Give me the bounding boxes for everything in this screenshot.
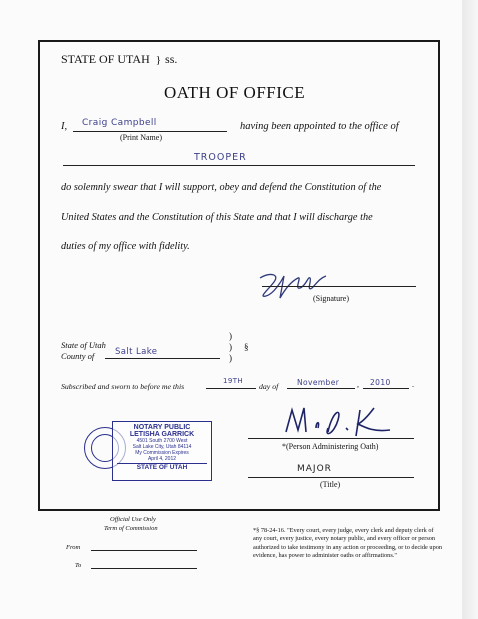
county-handwritten: Salt Lake [115, 347, 158, 357]
administrator-signature [282, 402, 394, 442]
appointment-prefix: I, [61, 121, 68, 132]
month-handwritten: November [297, 378, 340, 387]
venue-state: State of Utah [61, 340, 106, 350]
county-line [105, 358, 220, 359]
day-handwritten: 19TH [223, 377, 244, 385]
venue-county-label: County of [61, 351, 95, 361]
title-handwritten: MAJOR [297, 464, 332, 474]
stamp-line-2: LETISHA GARRICK [129, 431, 195, 438]
venue-brace-2: ) [229, 342, 232, 352]
stamp-line-7: STATE OF UTAH [117, 463, 207, 471]
official-use-heading: Official Use Only [110, 516, 156, 523]
oath-line-1: do solemnly swear that I will support, obey and defend the Constitution of the [61, 182, 382, 193]
oath-line-2: United States and the Constitution of this State and that I will discharge the [61, 212, 373, 223]
document-title: OATH OF OFFICE [164, 83, 306, 102]
administrator-caption: *(Person Administering Oath) [282, 442, 379, 451]
year-comma: , [357, 380, 359, 389]
name-caption: (Print Name) [120, 133, 162, 142]
notary-stamp [84, 421, 210, 481]
appointment-suffix: having been appointed to the office of [240, 121, 399, 132]
year-line [363, 388, 409, 389]
month-line [287, 388, 355, 389]
stamp-line-3: 4501 South 2700 West [136, 438, 188, 444]
to-line [91, 568, 197, 569]
oath-line-3: duties of my office with fidelity. [61, 241, 190, 252]
term-heading: Term of Commission [104, 525, 158, 532]
office-handwritten: TROOPER [194, 152, 247, 163]
section-mark: § [244, 342, 249, 352]
name-handwritten: Craig Campbell [82, 118, 157, 128]
day-line [206, 388, 256, 389]
title-line [248, 477, 414, 478]
statute-footnote: *§ 78-24-16. "Every court, every judge, every clerk and deputy clerk of any court, every justice, every notary public, and every officer or person authorized to take testimony in any action or proceeding, or to decide upon evidence, has power to administer oaths or affirmations." [253, 527, 443, 559]
state-heading [61, 52, 177, 67]
page-edge [462, 0, 478, 619]
name-line [73, 131, 227, 132]
from-line [91, 550, 197, 551]
from-label: From [66, 544, 81, 551]
stamp-line-1: NOTARY PUBLIC [133, 424, 191, 431]
period: . [412, 380, 414, 389]
signature-caption: (Signature) [313, 294, 349, 303]
signature-line [262, 286, 416, 287]
stamp-line-6: April 4, 2012 [147, 456, 177, 462]
day-of-label: day of [259, 382, 279, 391]
notary-stamp-box [112, 421, 212, 481]
subscribed-text: Subscribed and sworn to before me this [61, 382, 185, 391]
brace: } [155, 54, 162, 66]
venue-brace-1: ) [229, 331, 232, 341]
stamp-line-5: My Commission Expires [135, 450, 189, 456]
administrator-line [248, 438, 414, 439]
year-handwritten: 2010 [370, 378, 391, 387]
state-label: STATE OF UTAH [61, 52, 150, 66]
title-caption: (Title) [320, 480, 341, 489]
venue-brace-3: ) [229, 353, 232, 363]
ss-label: ss. [165, 52, 178, 66]
stamp-line-4: Salt Lake City, Utah 84114 [132, 444, 192, 450]
office-line [63, 165, 415, 166]
to-label: To [75, 562, 82, 569]
